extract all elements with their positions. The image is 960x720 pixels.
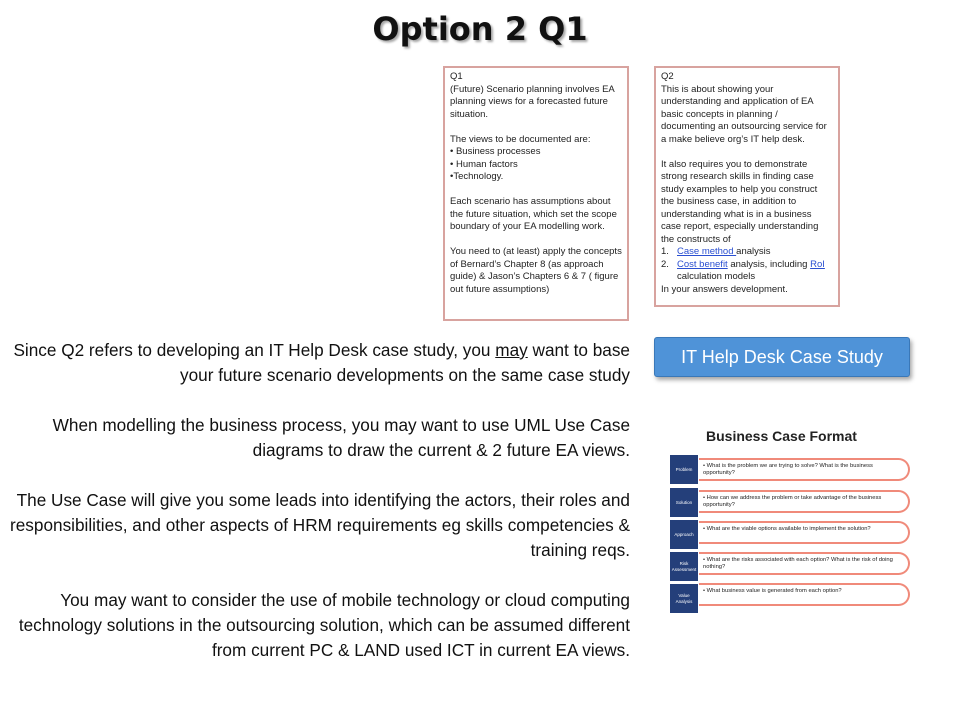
bcf-row-problem: • What is the problem we are trying to solve? What is the business opportunity? <box>699 458 910 481</box>
paragraph-4: You may want to consider the use of mobile technology or cloud computing technology solutions in the outsourcing solution, which can be assumed different from current PC & LAND used ICT in current EA views. <box>18 590 630 660</box>
paragraph-1-start: Since Q2 refers to developing an IT Help Desk case study, you <box>13 340 496 360</box>
q2-text-box <box>654 66 840 307</box>
bcf-step-problem: Problem <box>670 455 698 484</box>
paragraph-2: When modelling the business process, you may want to use UML Use Case diagrams to draw the current & 2 future EA views. <box>52 415 630 460</box>
it-help-desk-case-study-button[interactable]: IT Help Desk Case Study <box>654 337 910 377</box>
q2-list-item-2 <box>661 259 833 272</box>
bcf-row-solution: • How can we address the problem or take advantage of the business opportunity? <box>699 490 910 513</box>
business-case-format-diagram <box>666 424 916 624</box>
bcf-row-value-analysis: • What business value is generated from each option? <box>699 583 910 606</box>
main-text-block <box>10 338 630 688</box>
q2-outro: In your answers development. <box>661 283 788 295</box>
q2-item-2-continuation: calculation models <box>677 271 756 282</box>
business-case-format-title: Business Case Format <box>706 428 857 444</box>
slide-title: Option 2 Q1 <box>372 10 588 48</box>
paragraph-3: The Use Case will give you some leads into identifying the actors, their roles and responsibilities, and other aspects of HRM requirements eg skills competencies & training reqs. <box>10 490 630 560</box>
paragraph-1-underlined: may <box>495 340 528 360</box>
q2-intro: Q2 This is about showing your understanding and application of EA basic concepts in planning / documenting an outsourcing service for a make believe org’s IT help desk. It also requires you to demonstrate strong research skills in finding case study examples to help you construct the business case, in addition to understanding what is in a business case report, especially understanding the constructs of <box>661 71 827 245</box>
bcf-step-solution: Solution <box>670 488 698 517</box>
bcf-row-risk-assessment: • What are the risks associated with each option? What is the risk of doing nothing? <box>699 552 910 575</box>
q2-item-1-text: analysis <box>736 246 771 257</box>
bcf-row-approach: • What are the viable options available to implement the solution? <box>699 521 910 544</box>
q2-item-1-number: 1. <box>661 246 669 257</box>
q2-item-2-text: analysis, including <box>727 258 811 270</box>
q2-list-item-1 <box>661 246 833 259</box>
paragraph-1-end: want to base your future scenario developments on the same case study <box>180 340 630 385</box>
bcf-step-approach: Approach <box>670 520 698 549</box>
paragraph-1 <box>10 338 630 388</box>
q2-list-item-2-continued <box>661 271 833 284</box>
q1-text-box: Q1 (Future) Scenario planning involves EA planning views for a forecasted future situation. The views to be documented are: • Business processes • Human factors •Technology. Each scenario has assumptions about the future situation, which set the scope boundary of your EA modelling work. You need to (at least) apply the concepts of Bernard’s Chapter 8 (as approach guide) & Jason’s Chapters 6 & 7 ( figure out future assumptions) <box>443 66 629 321</box>
bcf-step-value-analysis: Value Analysis <box>670 584 698 613</box>
q2-item-2-number: 2. <box>661 258 669 270</box>
bcf-step-risk-assessment: Risk Assessment <box>670 552 698 581</box>
cost-benefit-link[interactable]: Cost benefit <box>677 258 728 270</box>
roi-link[interactable]: RoI <box>810 258 825 270</box>
case-method-link[interactable]: Case method <box>677 246 737 257</box>
